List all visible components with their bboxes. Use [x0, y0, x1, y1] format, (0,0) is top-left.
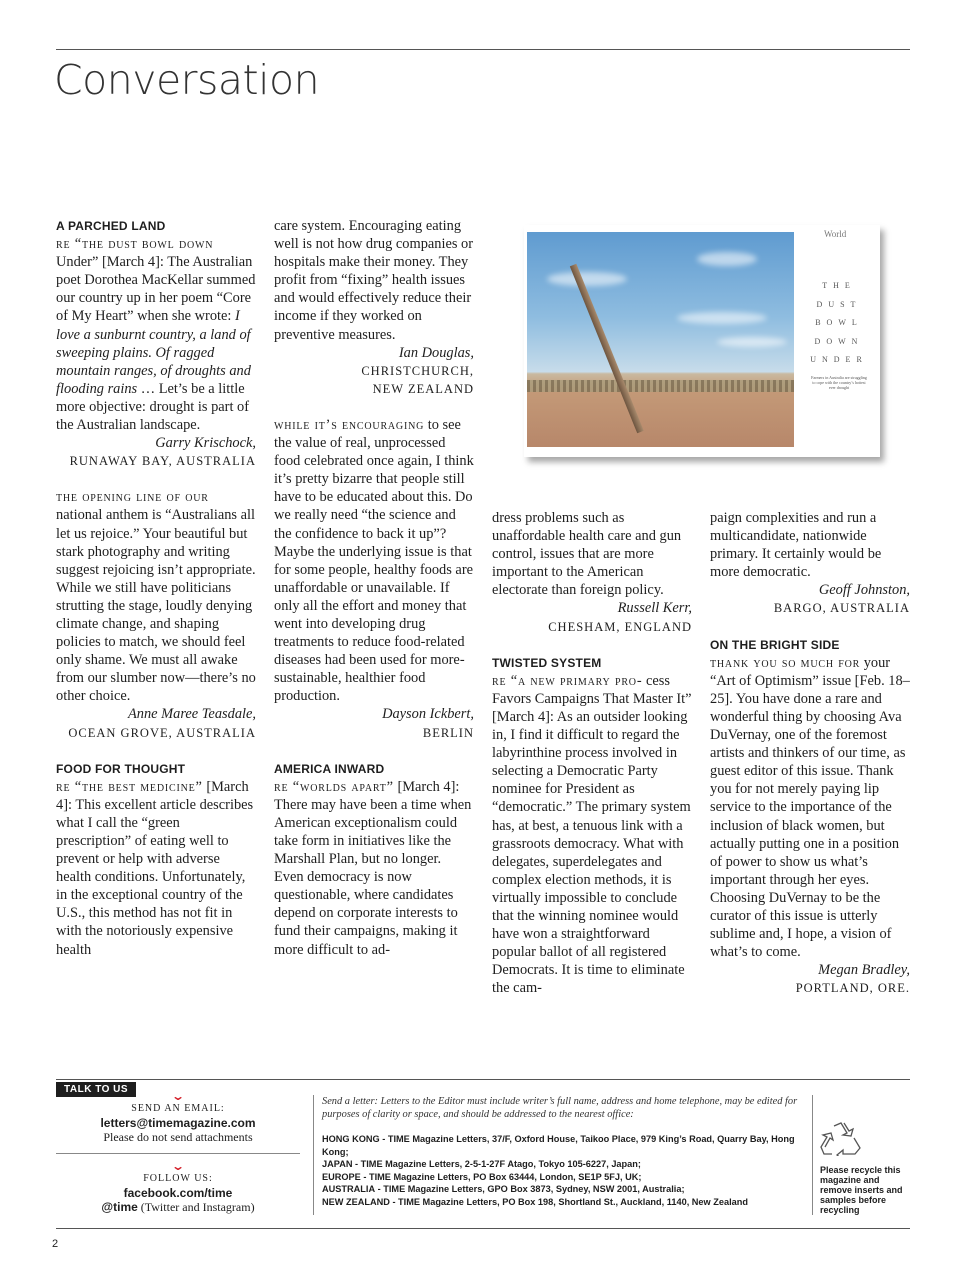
letter-lead-in: re “worlds apart” — [274, 778, 394, 795]
writer-location: RUNAWAY BAY, AUSTRALIA — [69, 454, 256, 469]
spacer — [274, 742, 474, 760]
letter-text: national anthem is “Australians all let us rejoice.” Your beautiful but stark photography and writing suggest rejoicing isn’t appropriate. While we still have politicians strutting the stage, loudly denying climate change, and shaping policies to match, we should feel only shame. We must all awake from our slumber now—there’s no other choice. — [56, 507, 256, 705]
letter-signature — [710, 581, 910, 617]
letter-text: your “Art of Optimism” issue [Feb. 18–25]. You have done a rare and wonderful thing by choosing Ava DuVernay, one of the foremost artists and thinkers of our time, as guest editor of this issue. Thank you for not merely paying lip service to the importance of the inclusion of black women, but actually putting one in a position of power to show us what’s important through her eyes. Choosing DuVernay to be the curator of this issue is utterly sublime and, I hope, a vision of what’s to come. — [710, 654, 910, 961]
office-text: - TIME Magazine Letters, GPO Box 3873, Sydney, NSW 2001, Australia; — [375, 1184, 685, 1194]
spacer — [56, 742, 256, 760]
letter-signature — [492, 599, 692, 635]
recycle-icon — [820, 1122, 862, 1156]
writer-location: PORTLAND, ORE. — [795, 981, 910, 996]
writer-name: Anne Maree Teasdale, — [127, 706, 256, 723]
letter-lead-in: re “the dust bowl down — [56, 236, 214, 253]
email-label: SEND AN EMAIL: — [131, 1103, 225, 1114]
letter-text: Under” [March 4]: The Australian poet Dorothea MacKellar summed our country up in her poem “Core of My Heart” when she wrote: — [56, 254, 256, 325]
chevron-down-icon: ⌄ — [170, 1159, 186, 1173]
writer-name: Dayson Ickbert, — [382, 706, 474, 723]
follow-block — [56, 1160, 300, 1214]
spacer — [56, 470, 256, 488]
letter-body — [274, 416, 474, 706]
page-number: 2 — [52, 1238, 59, 1250]
twitter-note: (Twitter and Instagram) — [137, 1200, 255, 1214]
talk-to-us-badge: TALK TO US — [56, 1082, 136, 1097]
spacer — [492, 636, 692, 654]
letter-text: paign complexities and run a multicandidate, nationwide primary. It certainly would be more democratic. — [710, 510, 882, 581]
recycle-block — [820, 1122, 912, 1215]
page-title: Conversation — [54, 56, 320, 104]
email-link[interactable]: letters@timemagazine.com — [100, 1116, 256, 1130]
office-address — [322, 1171, 810, 1184]
letter-text: [March 4]: There may have been a time when American exceptionalism could take form in initiatives like the Marshall Plan, but no longer. Even democracy is now questionable, where candidates depend on corporate interests to fund their campaigns, making it more difficult to ad- — [274, 778, 472, 958]
office-region: EUROPE — [322, 1171, 361, 1182]
letter-heading: FOOD FOR THOUGHT — [56, 761, 186, 776]
writer-location: CHRISTCHURCH, — [361, 363, 474, 378]
letter-signature — [710, 961, 910, 997]
letter-signature — [56, 705, 256, 741]
letter-text: cess Favors Campaigns That Master It” [March 4]: As an outsider looking in, I find it difficult to regard the labyrinthine process involved in selecting a Democratic Party nominee for President as “democratic.” The primary system has, at best, a tenuous link with a grassroots democracy. What with delegates, superdelegates and complex election methods, it is virtually impossible to conclude that the winning nominee would have won a straightforward popular ballot of all registered Democrats. It is time to eliminate the cam- — [492, 672, 692, 997]
letter-heading: ON THE BRIGHT SIDE — [710, 637, 840, 652]
office-address — [322, 1183, 810, 1196]
letter-body — [56, 488, 256, 705]
letter-text: [March 4]: This excellent article describes what I call the “green prescription” of eating well to prevent or help with adverse health conditions. Unfortunately, in the exceptional country of the U.S., this method has not fit in with the notoriously expensive health — [56, 778, 254, 958]
magazine-spread-image — [524, 225, 880, 457]
office-text: - TIME Magazine Letters, PO Box 198, Shortland St., Auckland, 1140, New Zealand — [389, 1196, 748, 1207]
letter-heading: AMERICA INWARD — [274, 761, 385, 776]
letter-body — [274, 217, 474, 344]
letter-text: to see the value of real, unprocessed food celebrated once again, I think it’s pretty bizarre that people still have to be educated about this. Do we really need “the science and the confidence to back it up”? Maybe the underlying issue is that for some people, healthy foods are unaffordable or unavailable. If only all the effort and money that went into developing drug treatments to reduce food-related diseases had been used for more-sustainable, healthier food production. — [274, 416, 474, 705]
office-region: JAPAN — [322, 1159, 353, 1169]
office-address — [322, 1133, 810, 1158]
office-text: - TIME Magazine Letters, 37/F, Oxford House, Taikoo Place, 979 King’s Road, Quarry Bay, Hong Kong; — [322, 1134, 795, 1157]
spread-dek: Farmers in Australia are struggling to cope with the country’s hottest ever drought — [811, 375, 867, 390]
letter-signature — [274, 344, 474, 398]
spread-headline: THE DUST BOWL DOWN UNDER — [810, 281, 868, 364]
writer-name: Megan Bradley, — [818, 962, 910, 979]
office-address — [322, 1158, 810, 1171]
top-rule — [56, 49, 910, 50]
letter-lead-in: the opening line of our — [56, 489, 209, 506]
email-block — [56, 1090, 300, 1144]
writer-location: CHESHAM, ENGLAND — [548, 619, 692, 634]
office-text: - TIME Magazine Letters, 2-5-1-27F Atago, Tokyo 105-6227, Japan; — [352, 1159, 641, 1169]
footer-top-rule — [56, 1079, 910, 1080]
office-address — [322, 1196, 810, 1209]
follow-label: FOLLOW US: — [143, 1173, 213, 1184]
letter-text: care system. Encouraging eating well is not how drug companies or hospitals make their money. They profit from “fixing” health issues and would effectively reduce their income if they worked on preventive measures. — [274, 218, 474, 343]
writer-name: Geoff Johnston, — [818, 582, 910, 599]
spread-section-label: World — [824, 229, 847, 239]
letter-body — [56, 235, 256, 434]
email-note: Please do not send attachments — [103, 1130, 253, 1144]
letters-column-1 — [56, 217, 256, 959]
writer-location: BARGO, AUSTRALIA — [773, 601, 910, 616]
quoted-verse: I love a sunburnt country, a land of sweeping plains. Of ragged mountain ranges, of droughts and flooding rains — [56, 308, 251, 397]
letter-body — [710, 654, 910, 962]
letter-signature — [274, 705, 474, 741]
letter-body — [492, 509, 692, 599]
spacer — [274, 398, 474, 416]
twitter-handle[interactable]: @time — [101, 1200, 138, 1214]
writer-name: Russell Kerr, — [617, 600, 692, 617]
spacer — [710, 618, 910, 636]
letter-lead-in: re “a new primary pro- — [492, 672, 643, 689]
office-text: - TIME Magazine Letters, PO Box 63444, London, SE1P 5FJ, UK; — [360, 1171, 642, 1182]
facebook-link[interactable]: facebook.com/time — [123, 1186, 233, 1200]
chevron-down-icon: ⌄ — [170, 1089, 186, 1103]
letter-body — [56, 778, 256, 959]
letter-body — [492, 672, 692, 998]
letter-heading: A PARCHED LAND — [56, 219, 166, 233]
office-region: NEW ZEALAND — [322, 1196, 390, 1207]
writer-location: OCEAN GROVE, AUSTRALIA — [68, 725, 256, 740]
letters-column-3 — [492, 509, 692, 997]
recycle-note: Please recycle this magazine and remove inserts and samples before recycling — [820, 1165, 903, 1215]
letter-body — [274, 778, 474, 959]
footer-vertical-rule-2 — [812, 1095, 813, 1215]
office-region: AUSTRALIA — [322, 1184, 376, 1194]
footer-vertical-rule-1 — [313, 1095, 314, 1215]
office-addresses — [322, 1133, 810, 1208]
writer-location: BERLIN — [422, 725, 474, 740]
letter-signature — [56, 434, 256, 470]
office-region: HONG KONG — [322, 1134, 380, 1144]
letter-body — [710, 509, 910, 581]
footer-bottom-rule — [56, 1228, 910, 1229]
letter-text: dress problems such as unaffordable health care and gun control, issues that are more important to the American electorate than foreign policy. — [492, 510, 682, 599]
letter-lead-in: re “the best medicine” — [56, 778, 203, 795]
letter-heading: TWISTED SYSTEM — [492, 655, 602, 670]
letter-text: … Let’s be a little more objective: drought is part of the Australian landscape. — [56, 380, 250, 434]
footer-left-divider — [56, 1153, 300, 1154]
letters-column-4 — [710, 509, 910, 997]
writer-name: Ian Douglas, — [398, 344, 474, 361]
letters-column-2 — [274, 217, 474, 959]
letter-lead-in: while it’s encouraging — [274, 416, 425, 433]
drought-tree-photo — [527, 232, 794, 447]
mail-instructions: Send a letter: Letters to the Editor must include writer’s full name, address and home telephone, may be edited for purposes of clarity or space, and should be addressed to the nearest office: — [322, 1096, 798, 1120]
letter-lead-in: thank you so much for — [710, 654, 861, 671]
writer-name: Garry Krischock, — [155, 435, 256, 452]
writer-location: NEW ZEALAND — [372, 381, 474, 396]
